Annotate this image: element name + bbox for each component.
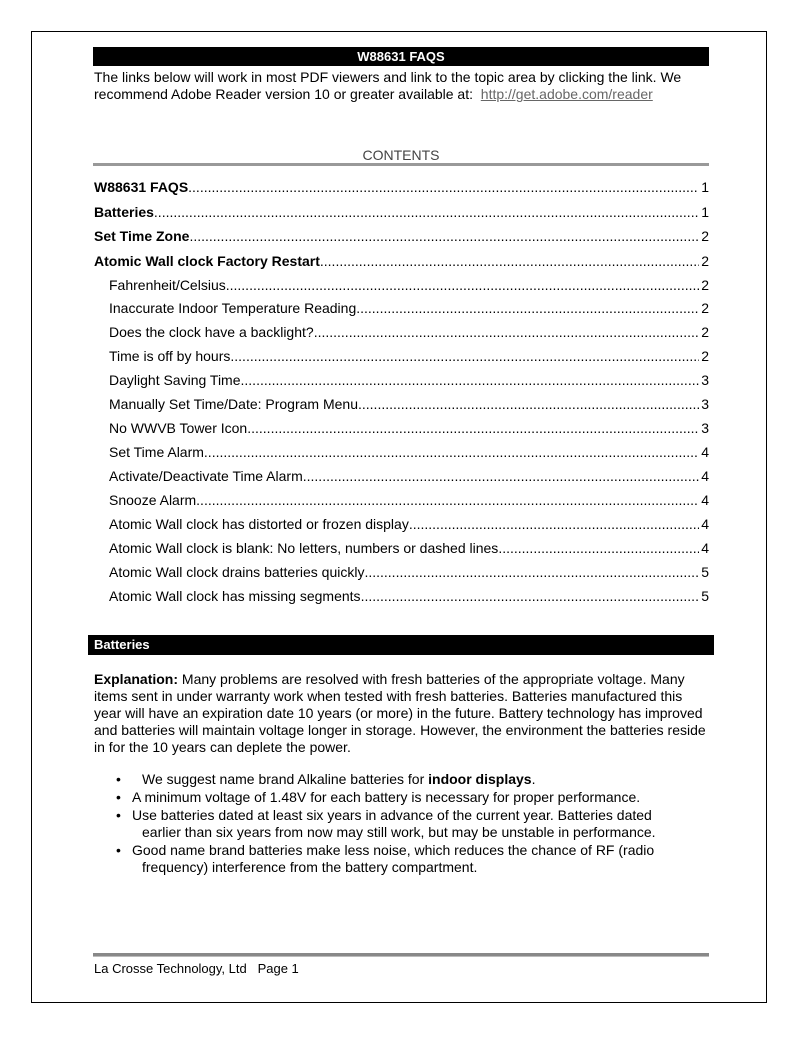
toc-entry-factory-restart[interactable] (94, 252, 709, 270)
toc-entry-manually-set-time[interactable] (94, 395, 709, 413)
batteries-section-heading: Batteries (88, 635, 714, 655)
toc-page: 2 (701, 300, 709, 316)
toc-entry-activate-alarm[interactable] (94, 467, 709, 485)
intro-text: The links below will work in most PDF viewers and link to the topic area by clicking the link. We recommend Adobe Reader version 10 or greater available at: (94, 69, 682, 102)
toc-entry-inaccurate-temperature[interactable] (94, 299, 709, 317)
toc-label: Does the clock have a backlight? (109, 324, 314, 340)
toc-entry-batteries[interactable] (94, 203, 709, 221)
toc-entry-no-wwvb-icon[interactable] (94, 419, 709, 437)
footer-company: La Crosse Technology, Ltd (94, 961, 247, 976)
toc-label: Activate/Deactivate Time Alarm (109, 468, 303, 484)
list-item: • A minimum voltage of 1.48V for each battery is necessary for proper performance. (116, 789, 641, 805)
toc-entry-fahrenheit-celsius[interactable] (94, 276, 709, 294)
toc-page: 4 (701, 540, 709, 556)
document-title: W88631 FAQS (93, 47, 709, 66)
bullet-icon: • (116, 807, 121, 823)
bullet-icon: • (116, 842, 121, 858)
toc-label: Time is off by hours (109, 348, 231, 364)
footer-rule (93, 953, 709, 957)
toc-entry-daylight-saving[interactable] (94, 371, 709, 389)
explanation-paragraph (94, 671, 710, 756)
adobe-reader-link[interactable]: http://get.adobe.com/reader (480, 86, 653, 102)
toc-label: Atomic Wall clock has distorted or frozen display (109, 516, 409, 532)
toc-page: 4 (701, 516, 709, 532)
toc-entry-time-off-by-hours[interactable] (94, 347, 709, 365)
toc-page: 3 (701, 372, 709, 388)
toc-page: 2 (701, 253, 709, 269)
list-item: • Good name brand batteries make less noise, which reduces the chance of RF (radio frequency) interference from the battery compartment. (116, 842, 655, 875)
toc-label: Atomic Wall clock has missing segments (109, 588, 361, 604)
toc-entry-drains-batteries[interactable] (94, 563, 709, 581)
toc-label: Daylight Saving Time (109, 372, 241, 388)
toc-page: 4 (701, 492, 709, 508)
toc-label: Batteries (94, 204, 154, 220)
toc-label: Fahrenheit/Celsius (109, 277, 226, 293)
page-footer (94, 961, 299, 976)
toc-page: 5 (701, 564, 709, 580)
toc-label: No WWVB Tower Icon (109, 420, 248, 436)
toc-page: 4 (701, 444, 709, 460)
bullet-icon: • (116, 771, 121, 787)
toc-page: 1 (701, 204, 709, 220)
bullet-icon: • (116, 789, 121, 805)
explanation-label: Explanation: (94, 671, 179, 687)
toc-label: Atomic Wall clock Factory Restart (94, 253, 320, 269)
toc-page: 2 (701, 277, 709, 293)
toc-page: 5 (701, 588, 709, 604)
toc-page: 2 (701, 228, 709, 244)
list-item: • Use batteries dated at least six years in advance of the current year. Batteries dated earlier than six years from now may still work, but may be unstable in performance. (116, 807, 656, 840)
toc-entry-distorted-display[interactable] (94, 515, 709, 533)
toc-page: 3 (701, 396, 709, 412)
toc-entry-backlight[interactable] (94, 323, 709, 341)
toc-label: Atomic Wall clock drains batteries quickly (109, 564, 365, 580)
explanation-text: Many problems are resolved with fresh batteries of the appropriate voltage. Many items sent in under warranty work when tested with fresh batteries. Batteries manufactured this year will have an expiration date 10 years (or more) in the future. Battery technology has improved and batteries will maintain voltage longer in storage. However, the environment the batteries reside in for the 10 years can deplete the power. (94, 671, 706, 755)
toc-page: 2 (701, 324, 709, 340)
toc-label: Atomic Wall clock is blank: No letters, numbers or dashed lines (109, 540, 499, 556)
toc-entry-w88631-faqs[interactable] (94, 178, 709, 196)
toc-page: 1 (701, 179, 709, 195)
toc-entry-set-time-alarm[interactable] (94, 443, 709, 461)
toc-label: Snooze Alarm (109, 492, 197, 508)
battery-tips-list (112, 771, 692, 877)
footer-page-number: Page 1 (257, 961, 299, 976)
toc-entry-set-time-zone[interactable] (94, 227, 709, 245)
toc-entry-snooze-alarm[interactable] (94, 491, 709, 509)
contents-heading: CONTENTS (362, 147, 440, 163)
toc-label: Inaccurate Indoor Temperature Reading (109, 300, 357, 316)
toc-page: 2 (701, 348, 709, 364)
toc-label: Manually Set Time/Date: Program Menu (109, 396, 358, 412)
toc-entry-missing-segments[interactable] (94, 587, 709, 605)
intro-paragraph (94, 69, 714, 103)
toc-label: W88631 FAQS (94, 179, 189, 195)
list-item: • We suggest name brand Alkaline batteries for indoor displays. (116, 771, 536, 787)
toc-page: 3 (701, 420, 709, 436)
toc-page: 4 (701, 468, 709, 484)
contents-rule (93, 163, 709, 166)
toc-entry-blank-display[interactable] (94, 539, 709, 557)
toc-label: Set Time Alarm (109, 444, 204, 460)
toc-label: Set Time Zone (94, 228, 190, 244)
